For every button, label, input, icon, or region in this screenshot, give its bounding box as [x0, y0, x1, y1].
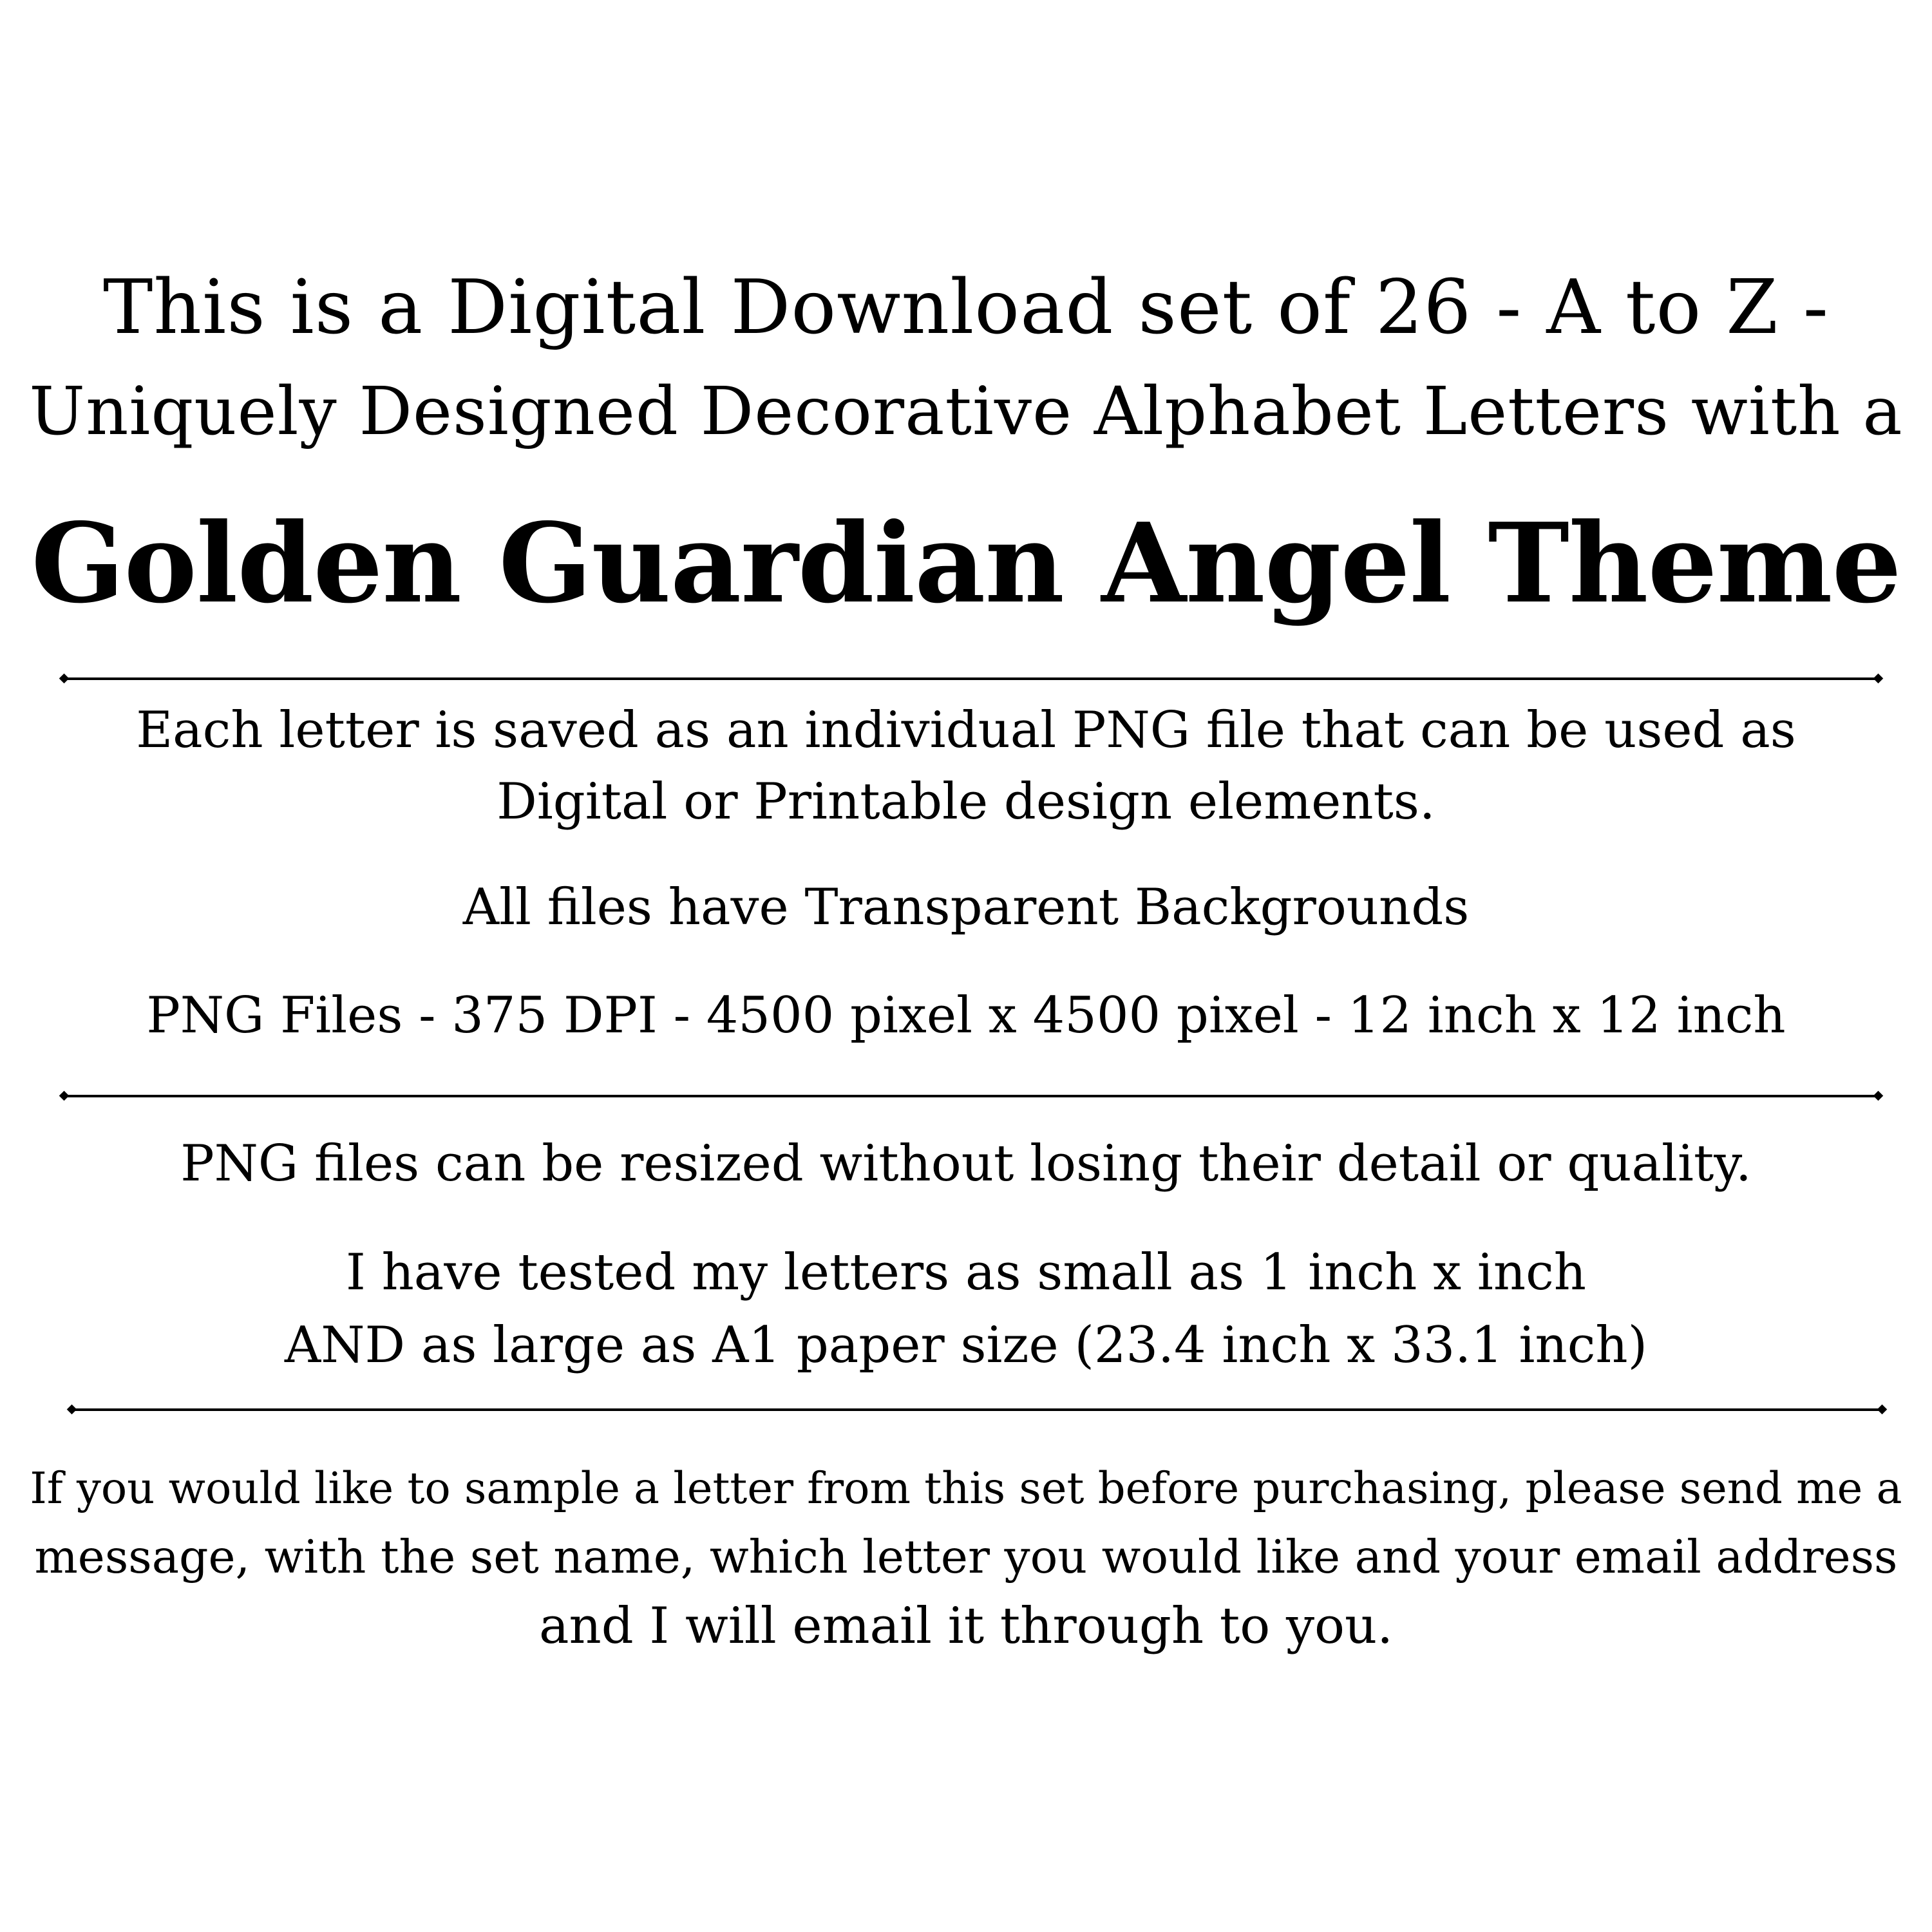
section2-line-2: I have tested my letters as small as 1 inch x inch	[345, 1244, 1587, 1302]
divider-3	[72, 1408, 1882, 1411]
intro-line-1: This is a Digital Download set of 26 - A to Z -	[103, 264, 1829, 351]
page-title: Golden Guardian Angel Theme	[31, 499, 1901, 628]
section2-line-1: PNG files can be resized without losing their detail or quality.	[180, 1135, 1752, 1193]
section1-line-4: PNG Files - 375 DPI - 4500 pixel x 4500 pixel - 12 inch x 12 inch	[146, 987, 1786, 1045]
divider-2	[64, 1095, 1878, 1097]
section1-line-3: All files have Transparent Backgrounds	[462, 878, 1470, 936]
intro-line-2: Uniquely Designed Decorative Alphabet Letters with a	[29, 373, 1903, 450]
section3-line-2: message, with the set name, which letter you would like and your email address	[34, 1530, 1898, 1584]
section3-line-3: and I will email it through to you.	[538, 1597, 1394, 1655]
section1-line-2: Digital or Printable design elements.	[497, 773, 1435, 831]
divider-1	[64, 677, 1878, 680]
section2-line-3: AND as large as A1 paper size (23.4 inch x 33.1 inch)	[284, 1316, 1648, 1374]
section1-line-1: Each letter is saved as an individual PNG file that can be used as	[136, 701, 1796, 759]
section3-line-1: If you would like to sample a letter from this set before purchasing, please send me a	[30, 1463, 1902, 1513]
